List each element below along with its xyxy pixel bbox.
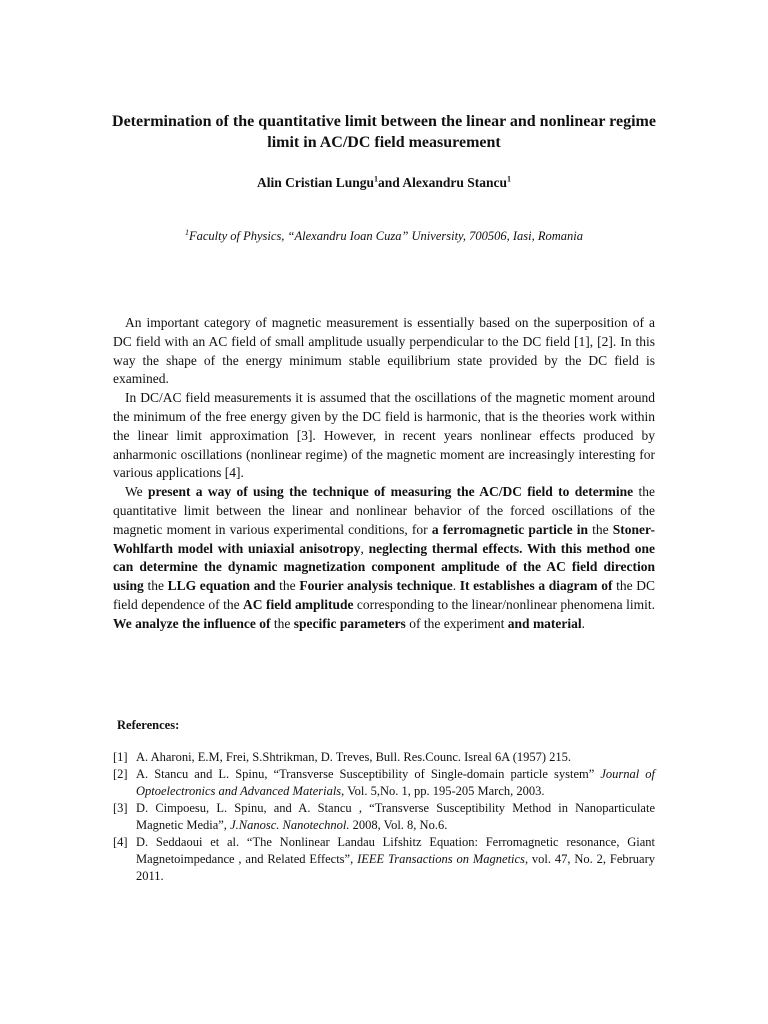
text-run: . [581,615,586,631]
abstract [113,314,655,634]
bold-run: Stoner-Wohlfarth model with uniaxial anisotropy [113,521,656,556]
bold-run: and material [507,615,582,631]
text-run: corresponding to the linear/nonlinear phenomena limit. [353,596,655,612]
reference-journal: IEEE Transactions on Magnetics [357,852,525,866]
reference-item [113,834,655,885]
reference-text: A. Aharoni, E.M, Frei, S.Shtrikman, D. Treves, Bull. Res.Counc. Isreal 6A (1957) 215. [136,750,572,764]
reference-text: , Vol. 5,No. 1, pp. 195-205 March, 2003. [341,784,545,798]
reference-text: 2008, Vol. 8, No.6. [349,818,448,832]
abstract-paragraph: An important category of magnetic measurement is essentially based on the superposition of a DC field with an AC field of small amplitude usually perpendicular to the DC field [1], [2]. In this way the shape of the energy minimum stable equilibrium state provided by the DC field is examined. [113,315,655,387]
reference-item [113,766,655,800]
text-run: the [275,578,300,594]
text-run: . [452,578,460,594]
text-run: the quantitative limit between the linear and nonlinear behavior of the forced oscillations of the magnetic moment in various experimental conditions, for [113,484,655,537]
reference-text: D. Seddaoui et al. “The Nonlinear Landau Lifshitz Equation: Ferromagnetic resonance, Giant Magnetoimpedance , and Related Effects”, [136,835,655,866]
bold-run: AC field amplitude [243,596,354,612]
reference-number: [3] [113,801,128,815]
text-run: the [270,615,294,631]
reference-number: [2] [113,767,128,781]
text-run: of the experiment [405,615,508,631]
reference-text: A. Stancu and L. Spinu, “Transverse Susceptibility of Single-domain particle system” [136,767,601,781]
bold-run: present a way of using the technique of measuring the AC/DC field to determine [147,484,634,500]
bold-run: specific parameters [293,615,406,631]
reference-number: [4] [113,835,128,849]
bold-run: LLG equation and [167,578,276,594]
reference-item [113,800,655,834]
reference-text: , vol. 47, No. 2, February 2011. [136,852,656,883]
text-run: the [143,578,168,594]
author-name: Alin Cristian Lungu [256,175,374,190]
text-run: the [587,521,613,537]
affiliation-line [0,228,768,244]
affiliation-marker: 1 [374,174,378,184]
bold-run: Fourier analysis technique [299,578,453,594]
reference-journal: J.Nanosc. Nanotechnol. [230,818,350,832]
paper-title: Determination of the quantitative limit between the linear and nonlinear regime limit in AC/DC field measurement [112,113,656,151]
bold-run: a ferromagnetic particle in [431,521,588,537]
affiliation-marker: 1 [507,174,512,184]
text-run: , [360,540,369,556]
text-run: We [125,484,148,500]
bold-run: neglecting thermal effects. With this method one can determine the dynamic magnetization component amplitude of the AC field direction using [113,540,656,594]
reference-number: [1] [113,750,128,764]
references-heading: References: [117,718,180,732]
author-line [0,174,768,192]
bold-run: We analyze the influence of [113,615,271,631]
abstract-paragraph: In DC/AC field measurements it is assumed that the oscillations of the magnetic moment around the minimum of the free energy given by the DC field is harmonic, that is the theories work within the linear limit approximation [3]. However, in recent years nonlinear effects produced by anharmonic oscillations (nonlinear regime) of the magnetic moment are increasingly interesting for various applications [4]. [113,390,655,481]
references-list [113,749,655,885]
reference-item [113,749,655,766]
bold-run: It establishes a diagram of [459,578,613,594]
reference-text: D. Cimpoesu, L. Spinu, and A. Stancu , “Transverse Susceptibility Method in Nanoparticulate Magnetic Media”, [136,801,655,832]
abstract-paragraph [113,483,655,633]
reference-journal: Journal of Optoelectronics and Advanced Materials [136,767,655,798]
affiliation-marker: 1 [184,227,189,237]
author-name: and Alexandru Stancu [378,175,508,190]
affiliation-text: Faculty of Physics, “Alexandru Ioan Cuza” University, 700506, Iasi, Romania [188,229,584,243]
text-run: the DC field dependence of the [113,578,656,612]
